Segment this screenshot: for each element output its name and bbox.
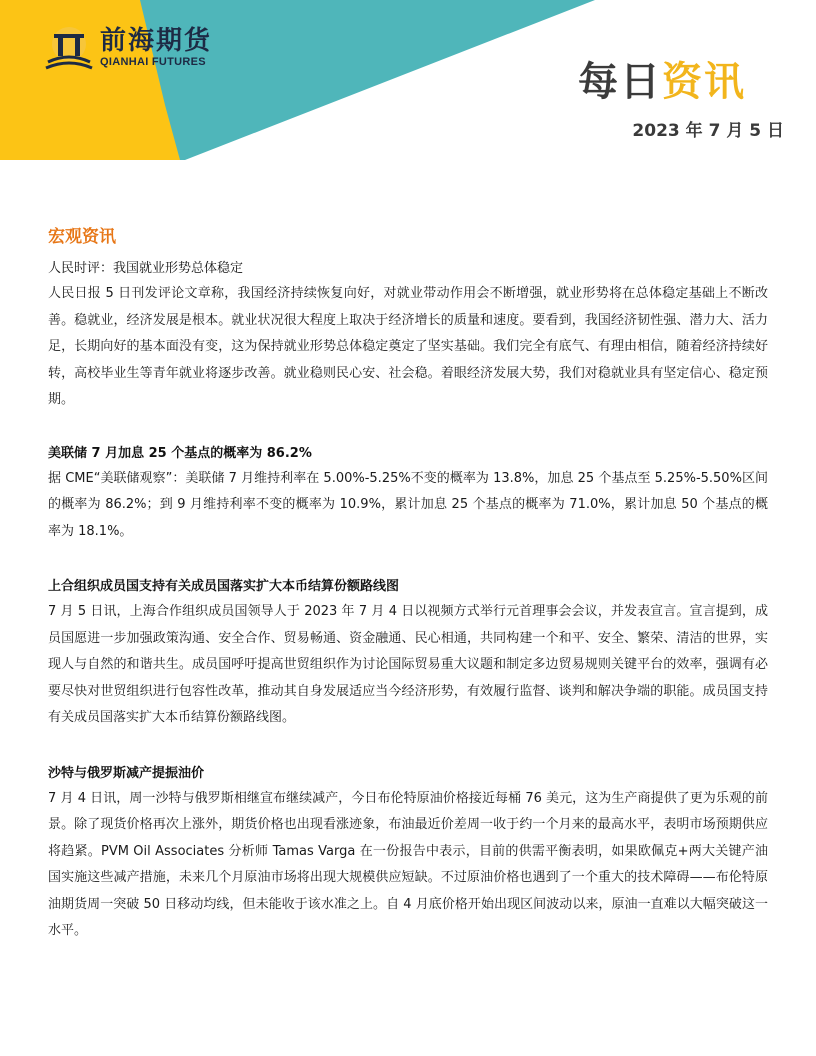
logo-emblem-icon xyxy=(44,22,94,72)
page-title xyxy=(578,50,746,107)
article-2 xyxy=(48,442,768,546)
article-body: 7 月 5 日讯，上海合作组织成员国领导人于 2023 年 7 月 4 日以视频方式举行元首理事会会议，并发表宣言。宣言提到，成员国愿进一步加强政策沟通、安全合作、贸易畅通、资金融通、民心相通，共同构建一个和平、安全、繁荣、清洁的世界，实现人与自然的和谐共生。成员国呼吁提高世贸组织作为讨论国际贸易重大议题和制定多边贸易规则关键平台的效率，强调有必要尽快对世贸组织进行包容性改革，推动其自身发展适应当今经济形势，有效履行监督、谈判和解决争端的职能。成员国支持有关成员国落实扩大本币结算份额路线图。 xyxy=(48,604,768,725)
article-title: 上合组织成员国支持有关成员国落实扩大本币结算份额路线图 xyxy=(48,579,400,594)
article-title: 美联储 7 月加息 25 个基点的概率为 86.2% xyxy=(48,445,312,461)
article-title: 人民时评：我国就业形势总体稳定 xyxy=(48,261,244,276)
section-title: 宏观资讯 xyxy=(48,227,116,247)
company-logo xyxy=(44,22,212,72)
main-content xyxy=(48,222,768,975)
article-4 xyxy=(48,762,768,945)
article-title: 沙特与俄罗斯减产提振油价 xyxy=(48,765,205,781)
logo-english-name: QIANHAI FUTURES xyxy=(100,56,206,68)
article-body: 7 月 4 日讯，周一沙特与俄罗斯相继宣布继续减产，今日布伦特原油价格接近每桶 76 美元，这为生产商提供了更为乐观的前景。除了现货价格再次上涨外，期货价格也出现看涨迹象，布油最近价差周一收于约一个月来的最高水平，表明市场预期供应将趋紧。PVM Oil Associates 分析师 Tamas Varga 在一份报告中表示，目前的供需平衡表明，如果欧佩克+两大关键产油国实施这些减产措施，未来几个月原油市场将出现大规模供应短缺。不过原油价格也遇到了一个重大的技术障碍——布伦特原油期货周一突破 50 日移动均线，但未能收于该水准之上。自 4 月底价格开始出现区间波动以来，原油一直难以大幅突破这一水平。 xyxy=(48,790,768,938)
article-1 xyxy=(48,257,768,414)
page-title-part2: 资讯 xyxy=(662,59,746,105)
page-title-part1: 每日 xyxy=(578,59,662,105)
logo-chinese-name: 前海期货 xyxy=(100,26,213,56)
article-body: 据 CME“美联储观察”：美联储 7 月维持利率在 5.00%-5.25%不变的概率为 13.8%，加息 25 个基点至 5.25%-5.50%区间的概率为 86.2%；到 9 月维持利率不变的概率为 10.9%，累计加息 25 个基点的概率为 71.0%，累计加息 50 个基点的概率为 18.1%。 xyxy=(48,470,768,539)
article-3 xyxy=(48,575,768,732)
article-body: 人民日报 5 日刊发评论文章称，我国经济持续恢复向好，对就业带动作用会不断增强，就业形势将在总体稳定基础上不断改善。稳就业，经济发展是根本。就业状况很大程度上取决于经济增长的质量和速度。要看到，我国经济韧性强、潜力大、活力足，长期向好的基本面没有变，这为保持就业形势总体稳定奠定了坚实基础。我们完全有底气、有理由相信，随着经济持续好转，高校毕业生等青年就业将逐步改善。就业稳则民心安、社会稳。着眼经济发展大势，我们对稳就业具有坚定信心、稳定预期。 xyxy=(48,286,768,407)
report-date: 2023 年 7 月 5 日 xyxy=(632,121,784,141)
